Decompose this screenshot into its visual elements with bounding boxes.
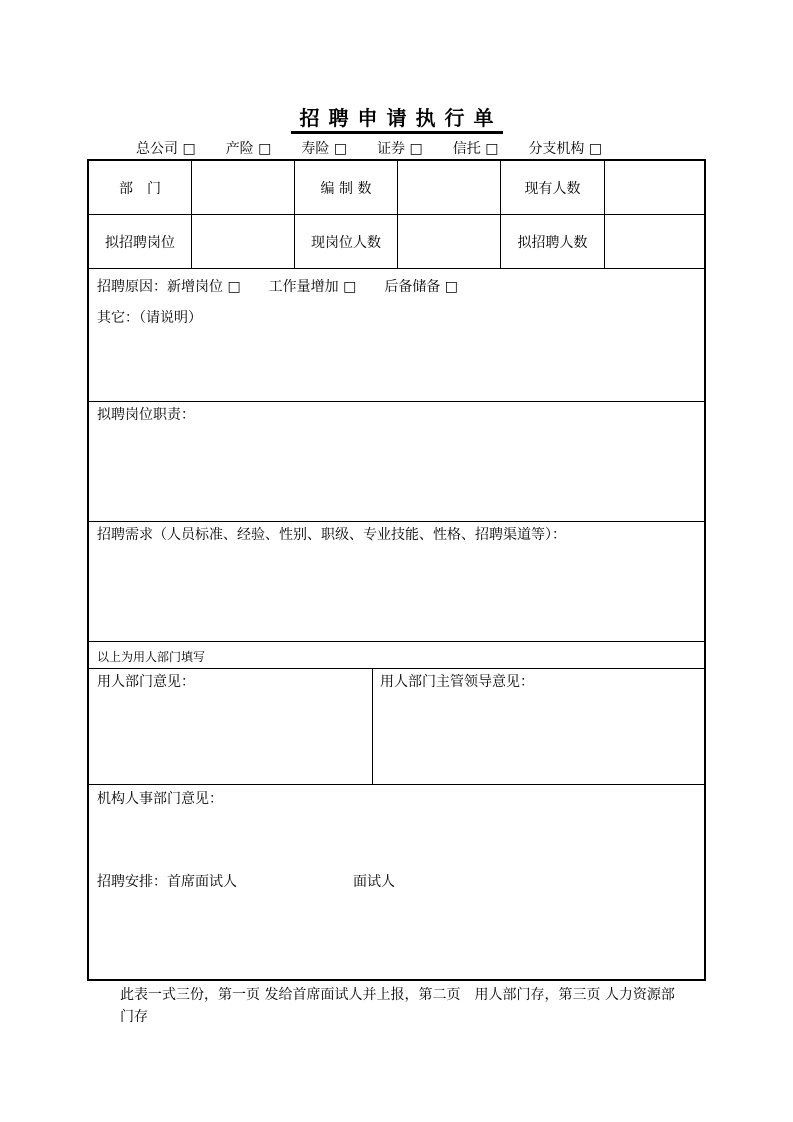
org-type-options	[136, 138, 632, 158]
label-quota: 编 制 数	[320, 180, 372, 197]
dept-opinion-label: 用人部门意见：	[97, 674, 195, 690]
reason-other: 其它：（请说明）	[97, 310, 202, 326]
label-department: 部 门	[119, 180, 161, 197]
org-option-branch[interactable]: 分支机构 □	[528, 141, 603, 157]
org-option-trust[interactable]: 信托 □	[452, 141, 499, 157]
input-current-count[interactable]	[605, 161, 704, 214]
hr-opinion-label: 机构人事部门意见：	[97, 791, 223, 807]
divider	[89, 401, 704, 402]
leader-opinion-label: 用人部门主管领导意见：	[380, 674, 534, 690]
org-option-securities[interactable]: 证券 □	[377, 141, 423, 157]
org-option-head-office[interactable]: 总公司 □	[136, 141, 196, 157]
form-table	[87, 159, 706, 981]
arrangement-label: 招聘安排：首席面试人	[97, 874, 237, 890]
page-title: 招聘申请执行单	[0, 102, 793, 131]
label-position: 拟招聘岗位	[105, 234, 175, 251]
footer-note: 此表一式三份，第一页 发给首席面试人并上报，第二页 用人部门存，第三页 人力资源部门存	[120, 987, 675, 1025]
input-position-count[interactable]	[398, 215, 500, 268]
recruit-reason[interactable]: 招聘原因：新增岗位 □ 工作量增加 □ 后备储备 □	[97, 279, 459, 295]
divider	[89, 784, 704, 785]
dept-fill-note: 以上为用人部门填写	[97, 650, 206, 664]
interviewer-label: 面试人	[353, 874, 395, 890]
divider	[89, 521, 704, 522]
divider	[89, 641, 704, 642]
requirements-label: 招聘需求（人员标准、经验、性别、职级、专业技能、性格、招聘渠道等）：	[97, 527, 566, 543]
label-current-count: 现有人数	[524, 180, 581, 197]
org-option-life[interactable]: 寿险 □	[301, 141, 348, 157]
org-option-property[interactable]: 产险 □	[225, 141, 272, 157]
label-position-count: 现岗位人数	[311, 234, 381, 251]
input-hire-count[interactable]	[605, 215, 704, 268]
duties-label: 拟聘岗位职责：	[97, 407, 195, 423]
input-quota[interactable]	[398, 161, 500, 214]
label-hire-count: 拟招聘人数	[517, 234, 588, 251]
divider	[89, 668, 704, 669]
input-position[interactable]	[192, 215, 294, 268]
input-department[interactable]	[192, 161, 294, 214]
divider	[372, 668, 373, 784]
